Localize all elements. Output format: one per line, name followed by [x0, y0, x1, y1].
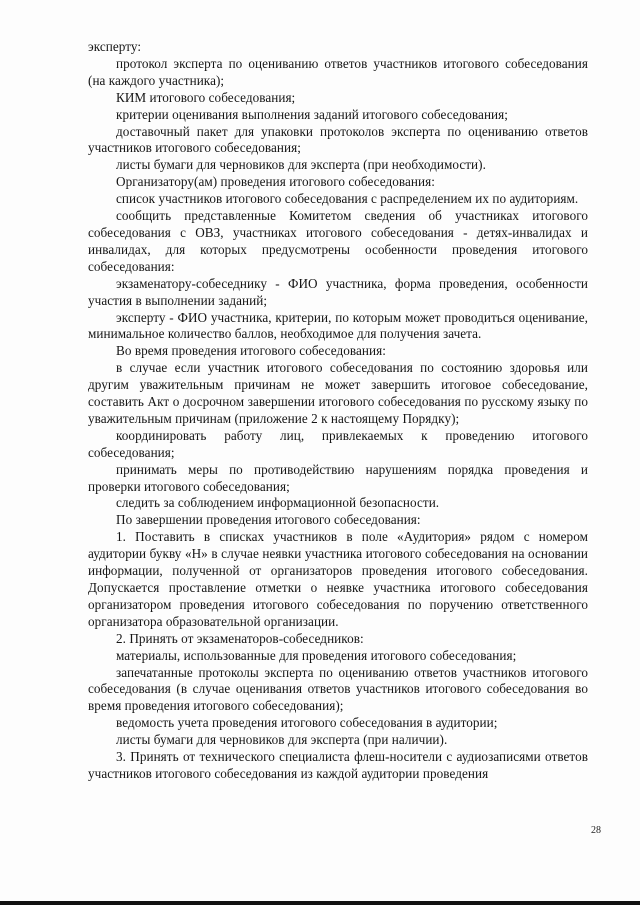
- paragraph: сообщить представленные Комитетом сведения об участниках итогового собеседования с ОВЗ, участниках итогового собеседования - детях-инвалидах и инвалидах, для которых предусмотрены особенности проведения итогового собеседования:: [88, 208, 588, 274]
- paragraph: запечатанные протоколы эксперта по оцениванию ответов участников итогового собеседования (в случае оценивания ответов участников итогового собеседования во время проведения итогового собеседования);: [88, 664, 588, 714]
- paragraph: экзаменатору-собеседнику - ФИО участника, форма проведения, особенности участия в выполнении заданий;: [88, 275, 588, 308]
- paragraph: эксперту:: [88, 39, 142, 54]
- paragraph: 2. Принять от экзаменаторов-собеседников:: [116, 630, 364, 646]
- paragraph: 3. Принять от технического специалиста флеш-носители с аудиозаписями ответов участников итогового собеседования из каждой аудитории проведения: [88, 749, 588, 781]
- page-number: 28: [591, 825, 601, 836]
- paragraph: координировать работу лиц, привлекаемых к проведению итогового собеседования;: [88, 427, 588, 460]
- paragraph: эксперту - ФИО участника, критерии, по которым может проводиться оценивание, минимальное количество баллов, необходимое для получения зачета.: [88, 309, 588, 342]
- paragraph: КИМ итогового собеседования;: [116, 89, 296, 105]
- paragraph: доставочный пакет для упаковки протоколов эксперта по оцениванию ответов участников итогового собеседования;: [88, 123, 588, 156]
- paragraph: листы бумаги для черновиков для эксперта (при наличии).: [116, 732, 448, 748]
- scan-edge-border: [0, 901, 640, 905]
- paragraph: в случае если участник итогового собеседования по состоянию здоровья или другим уважительным причинам не может завершить итоговое собеседование, составить Акт о досрочном завершении итогового собеседования по русскому языку по уважительным причинам (приложение 2 к настоящему Порядку);: [88, 360, 588, 426]
- paragraph: протокол эксперта по оцениванию ответов участников итогового собеседования (на каждого участника);: [88, 55, 588, 88]
- body-text: [88, 39, 588, 783]
- paragraph: По завершении проведения итогового собеседования:: [116, 512, 421, 528]
- paragraph: Организатору(ам) проведения итогового собеседования:: [116, 174, 435, 190]
- paragraph: материалы, использованные для проведения итогового собеседования;: [116, 647, 517, 663]
- paragraph: листы бумаги для черновиков для эксперта (при необходимости).: [116, 157, 486, 173]
- paragraph: следить за соблюдением информационной безопасности.: [116, 495, 440, 511]
- paragraph: ведомость учета проведения итогового собеседования в аудитории;: [116, 715, 498, 731]
- paragraph: критерии оценивания выполнения заданий итогового собеседования;: [116, 106, 508, 122]
- paragraph: 1. Поставить в списках участников в поле «Аудитория» рядом с номером аудитории букву «Н» в случае неявки участника итогового собеседования на основании информации, полученной от организаторов проведения итогового собеседования. Допускается проставление отметки о неявке участника итогового собеседования организатором проведения итогового собеседования по поручению ответственного организатора образовательной организации.: [88, 529, 588, 629]
- paragraph: принимать меры по противодействию нарушениям порядка проведения и проверки итогового собеседования;: [88, 461, 588, 494]
- paragraph: список участников итогового собеседования с распределением их по аудиториям.: [116, 191, 579, 207]
- paragraph: Во время проведения итогового собеседования:: [116, 343, 386, 359]
